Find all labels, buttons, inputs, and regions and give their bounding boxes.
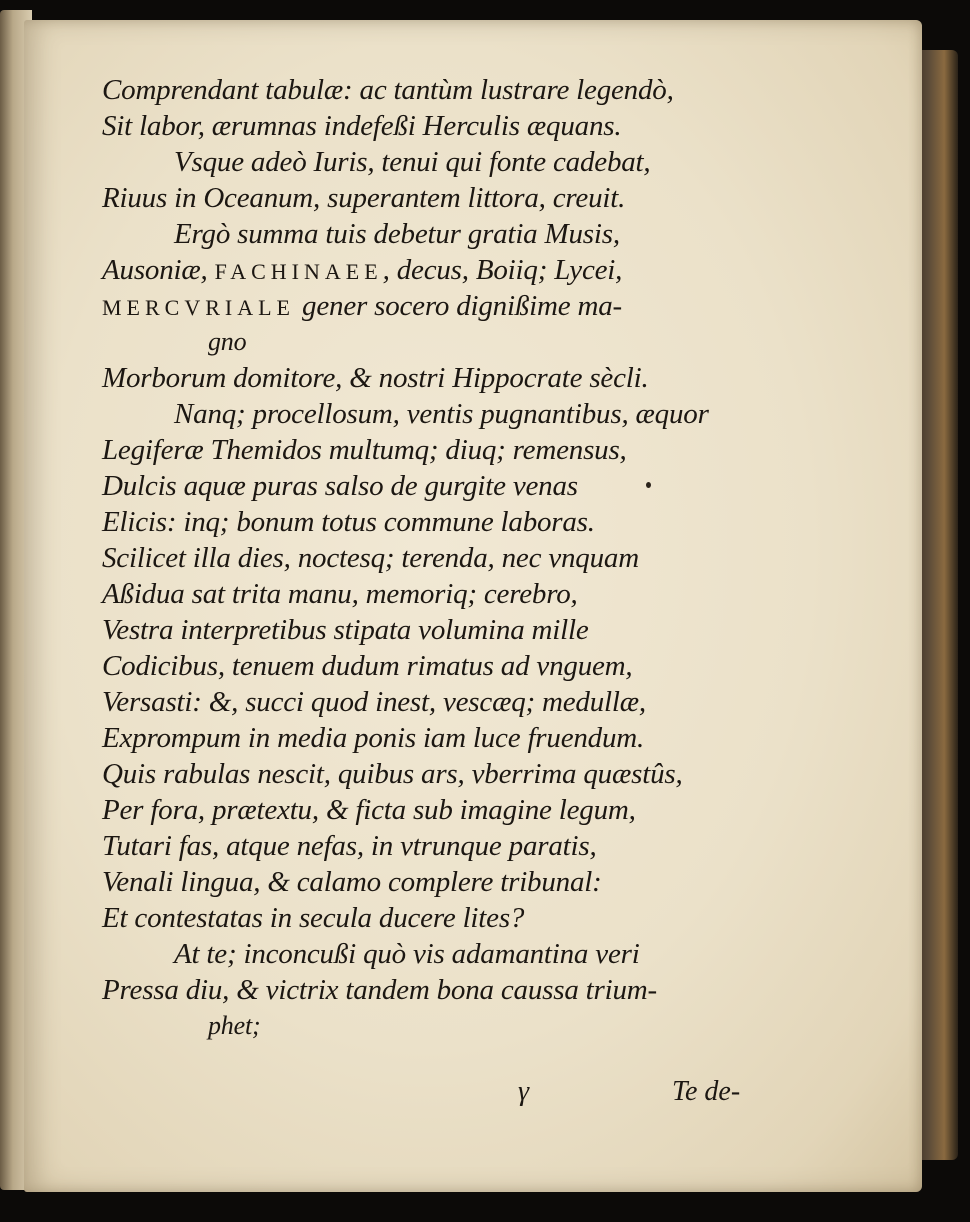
text-line-22: Tutari fas, atque nefas, in vtrunque paratis, (102, 830, 597, 862)
text-line-20: Quis rabulas nescit, quibus ars, vberrima quæstûs, (102, 758, 683, 790)
text-line-17: Codicibus, tenuem dudum rimatus ad vnguem, (102, 650, 633, 682)
signature-mark: γ (518, 1076, 530, 1107)
name-mercvriale: MERCVRIALE (102, 295, 295, 320)
poem-text (102, 72, 822, 1044)
text-line-12: Dulcis aquæ puras salso de gurgite venas (102, 470, 578, 502)
text-line-26: Pressa diu, & victrix tandem bona caussa trium- (102, 974, 657, 1006)
text-line-6-post: , decus, Boiiq; Lycei, (382, 254, 623, 286)
text-line-7 (102, 288, 822, 324)
text-line-27: phet; (208, 1011, 261, 1040)
text-line-7-post: gener socero dignißime ma- (295, 290, 622, 322)
text-line-9: Morborum domitore, & nostri Hippocrate sècli. (102, 362, 649, 394)
text-line-11: Legiferæ Themidos multumq; diuq; remensus, (102, 434, 627, 466)
text-line-15: Aßidua sat trita manu, memoriq; cerebro, (102, 578, 578, 610)
text-line-25: At te; inconcußi quò vis adamantina veri (174, 938, 640, 970)
catchword: Te de- (672, 1076, 741, 1107)
text-line-13: Elicis: inq; bonum totus commune laboras. (102, 506, 595, 538)
text-line-8: gno (208, 327, 247, 356)
text-line-10: Nanq; procellosum, ventis pugnantibus, æquor (174, 398, 709, 430)
text-line-2: Sit labor, ærumnas indefeßi Herculis æquans. (102, 110, 622, 142)
text-line-6 (102, 252, 822, 288)
book-page (24, 20, 922, 1192)
page-footer (24, 1076, 922, 1116)
name-fachinaee: FACHINAEE (214, 259, 383, 284)
text-line-24: Et contestatas in secula ducere lites? (102, 902, 525, 934)
text-line-3: Vsque adeò Iuris, tenui qui fonte cadebat, (174, 146, 651, 178)
text-line-23: Venali lingua, & calamo complere tribunal: (102, 866, 602, 898)
text-line-14: Scilicet illa dies, noctesq; terenda, nec vnquam (102, 542, 639, 574)
text-line-1: Comprendant tabulæ: ac tantùm lustrare legendò, (102, 74, 674, 106)
text-line-4: Riuus in Oceanum, superantem littora, creuit. (102, 182, 626, 214)
text-line-18: Versasti: &, succi quod inest, vescæq; medullæ, (102, 686, 646, 718)
text-line-6-pre: Ausoniæ, (102, 254, 215, 286)
text-line-5: Ergò summa tuis debetur gratia Musis, (174, 218, 620, 250)
text-line-16: Vestra interpretibus stipata volumina mille (102, 614, 589, 646)
text-line-21: Per fora, prætextu, & ficta sub imagine legum, (102, 794, 636, 826)
text-line-19: Exprompum in media ponis iam luce fruendum. (102, 722, 645, 754)
